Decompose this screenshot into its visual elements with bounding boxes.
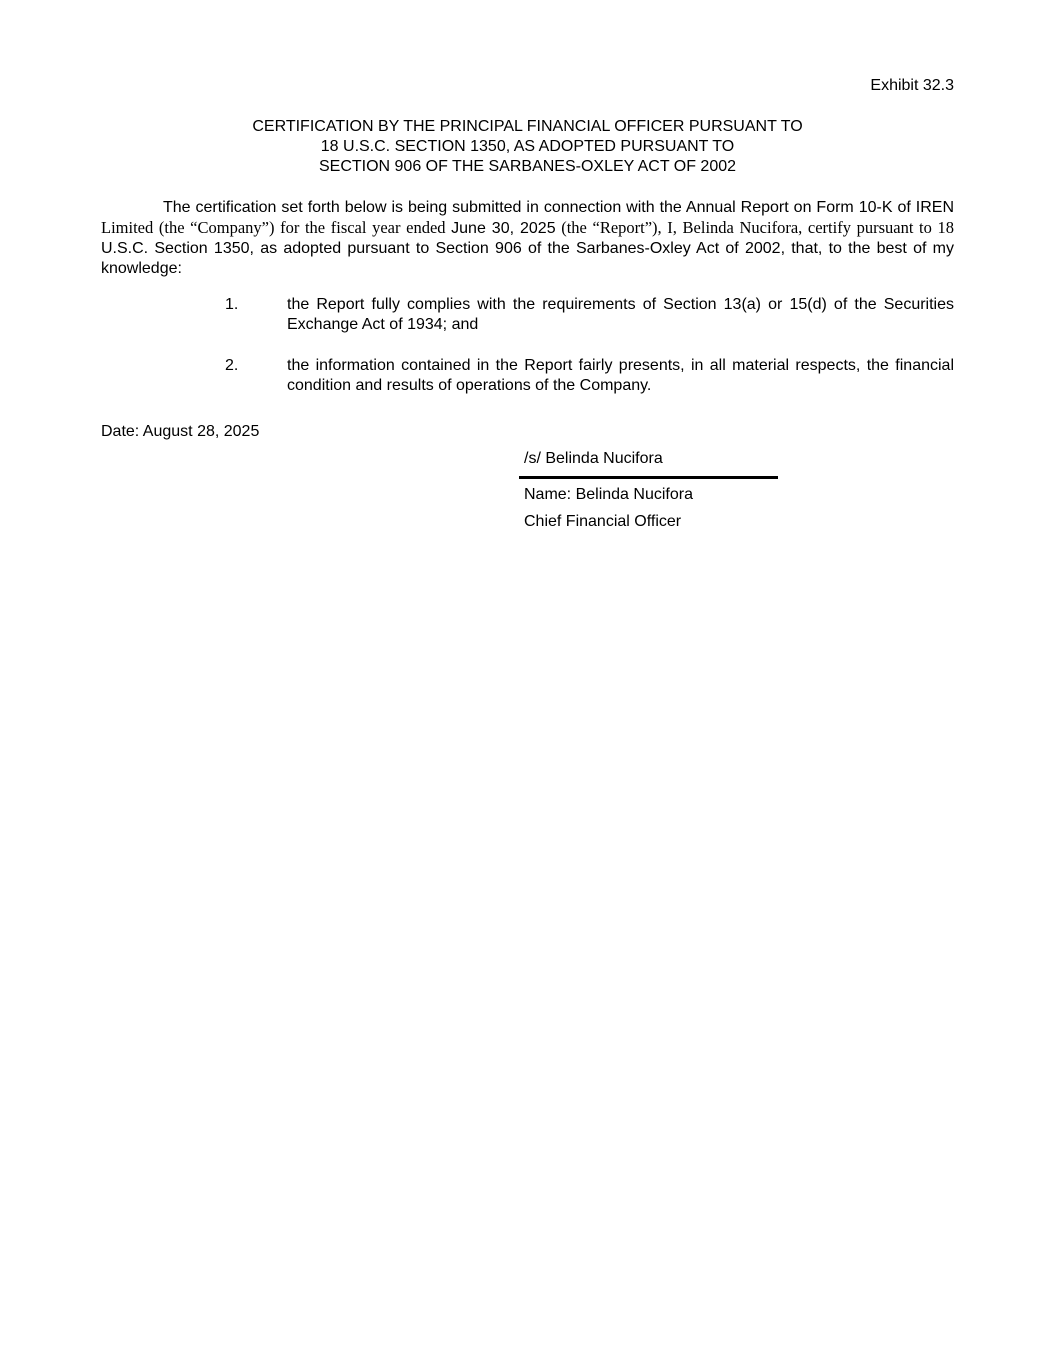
intro-fiscal-date: June 30, 2025 (451, 220, 556, 237)
list-item-number: 2. (225, 357, 239, 374)
signer-title: Chief Financial Officer (524, 513, 682, 530)
intro-text-1: The certification set forth below is being submitted in connection with the Annual Report on Form 10-K of IREN (163, 199, 954, 216)
signature-line (519, 476, 778, 479)
intro-text-4: (the “Report”), I, Belinda Nucifora, certify pursuant to 18 (555, 218, 954, 237)
title-line-3: SECTION 906 OF THE SARBANES-OXLEY ACT OF 2002 (318, 158, 737, 175)
list-item-number: 1. (225, 296, 239, 313)
intro-text-5: U.S.C. Section 1350, as adopted pursuant to Section 906 of the Sarbanes-Oxley Act of 2002, that, to the best of my knowledge: (101, 240, 954, 277)
signature: /s/ Belinda Nucifora (524, 450, 663, 467)
exhibit-label: Exhibit 32.3 (870, 77, 954, 94)
title-line-2: 18 U.S.C. SECTION 1350, AS ADOPTED PURSUANT TO (320, 138, 735, 155)
date-line: Date: August 28, 2025 (101, 423, 260, 440)
certification-title (101, 117, 954, 177)
title-line-1: CERTIFICATION BY THE PRINCIPAL FINANCIAL OFFICER PURSUANT TO (252, 118, 803, 135)
list-item-text: the information contained in the Report fairly presents, in all material respects, the financial condition and results of operations of the Company. (287, 357, 954, 394)
list-item-text: the Report fully complies with the requirements of Section 13(a) or 15(d) of the Securities Exchange Act of 1934; and (287, 296, 954, 333)
intro-paragraph (101, 198, 954, 279)
signer-name: Name: Belinda Nucifora (524, 486, 693, 503)
intro-text-2: Limited (the “Company”) for the fiscal year ended (101, 218, 452, 237)
